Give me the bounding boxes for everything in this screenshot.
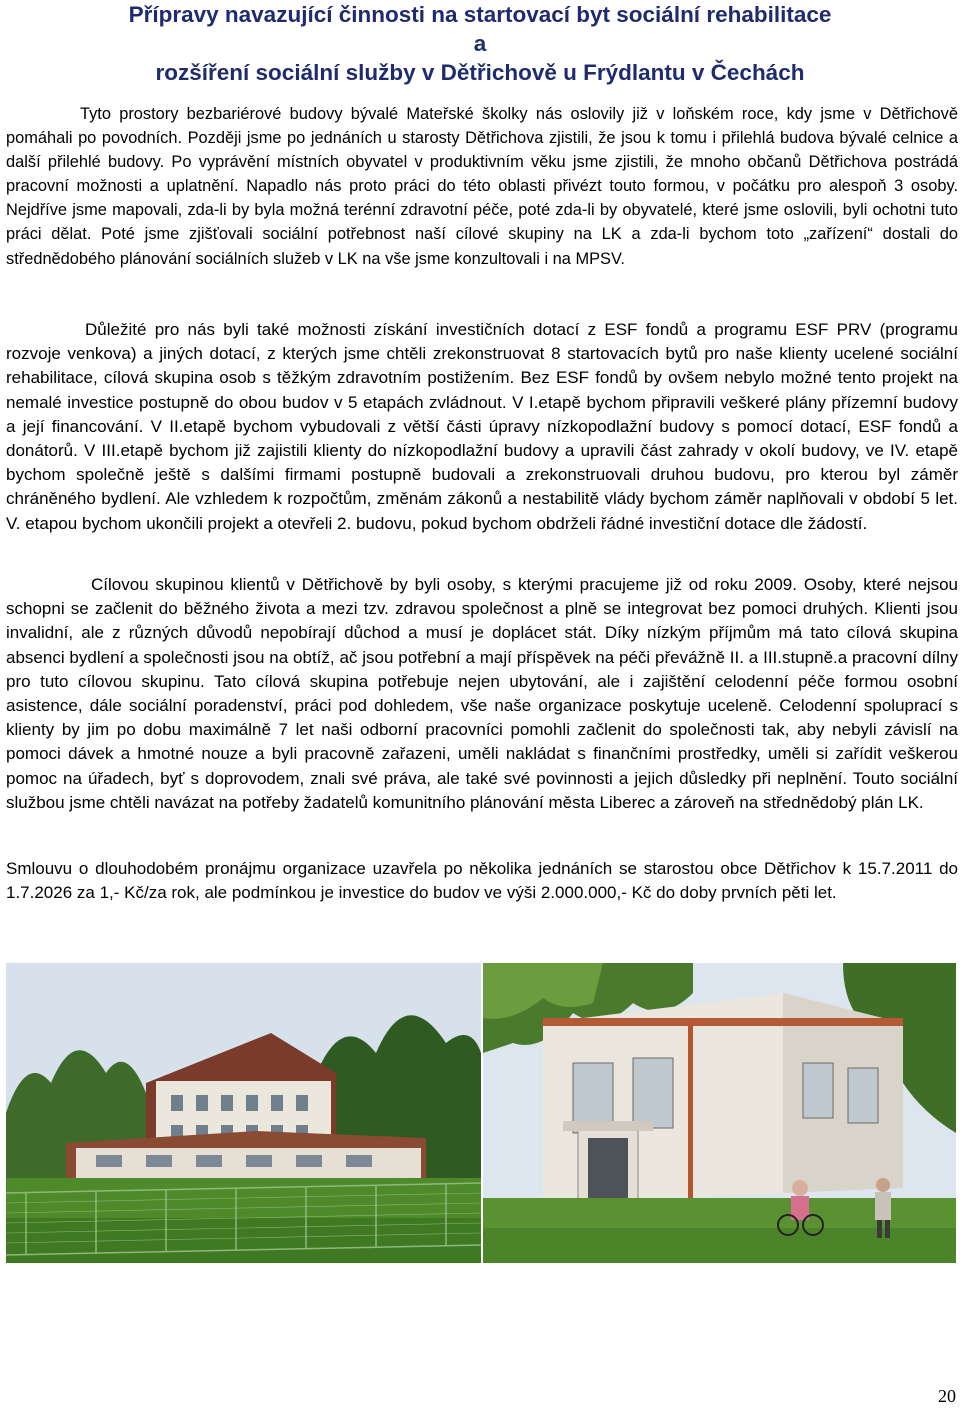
photo-building-entrance <box>483 963 956 1263</box>
page-number: 20 <box>938 1386 956 1406</box>
title-line-2: a <box>473 31 487 56</box>
title-line-1: Přípravy navazující činnosti na startovací byt sociální rehabilitace <box>128 2 832 27</box>
title-line-3: rozšíření sociální služby v Dětřichově u Frýdlantu v Čechách <box>155 60 805 85</box>
paragraph-intro <box>6 102 958 271</box>
photo-buildings-fence-image <box>6 963 481 1263</box>
paragraph-target-group <box>6 573 958 815</box>
paragraph-lease-text: Smlouvu o dlouhodobém pronájmu organizace uzavřela po několika jednáních se starostou obce Dětřichov k 15.7.2011 do 1.7.2026 za 1,- Kč/za rok, ale podmínkou je investice do budov ve výši 2.000.000,- Kč do doby prvních pěti let. <box>6 859 958 903</box>
page-title <box>0 0 960 87</box>
photo-buildings-fence <box>6 963 481 1263</box>
paragraph-lease <box>6 857 958 905</box>
paragraph-intro-text: Tyto prostory bezbariérové budovy bývalé Mateřské školky nás oslovily již v loňském roce, kdy jsme v Dětřichově pomáhali po povodních. Později jsme po jednáních u starosty Dětřichova zjistili, že jsou k tomu i přilehlá budova bývalé celnice a další přilehlé budovy. Po vyprávění místních obyvatel v produktivním věku jsme zjistili, že mnoho občanů Dětřichova postrádá pracovní možnosti a uplatnění. Napadlo nás proto práci do této oblasti přivézt touto formou, v počátku pro alespoň 3 osoby. Nejdříve jsme mapovali, zda-li by byla možná terénní zdravotní péče, poté zda-li by obyvatelé, které jsme oslovili, byli ochotni tuto práci dělat. Poté jsme zjišťovali sociální potřebnost naší cílové skupiny na LK a zda-li bychom toto „zařízení“ dostali do střednědobého plánování sociálních služeb v LK na vše jsme konzultovali i na MPSV. <box>6 105 958 268</box>
paragraph-target-group-text: Cílovou skupinou klientů v Dětřichově by byli osoby, s kterými pracujeme již od roku 2009. Osoby, které nejsou schopni se začlenit do běžného života a mezi tzv. zdravou společnost a plně se integrovat bez pomoci druhých. Klienti jsou invalidní, ale z různých důvodů nepobírají důchod a musí je doplácet stát. Díky nízkým příjmům má tato cílová skupina absenci bydlení a společnosti jsou na obtíž, ač jsou potřební a mají příspěvek na péči převážně II. a III.stupně.a pracovní dílny pro tuto cílovou skupinu. Tato cílová skupina potřebuje nejen ubytování, ale i zajištění celodenní péče formou osobní asistence, dále sociální poradenství, práci pod dohledem, vše naše organizace poskytuje uceleně. Celodenní spoluprací s klienty by jim po dobu maximálně 7 let naši odborní pracovníci pomohli začlenit do společnosti tak, aby nebyli závislí na pomoci dávek a hmotné nouze a byli pracovně zařazeni, uměli nakládat s finančními prostředky, uměli si zařídit veškerou pomoc na úřadech, byť s doprovodem, znali své práva, ale také své povinnosti a jejich důsledky při neplnění. Touto sociální službou jsme chtěli navázat na potřeby žadatelů komunitního plánování města Liberec a zároveň na střednědobý plán LK. <box>6 575 958 812</box>
paragraph-funding <box>6 318 958 536</box>
paragraph-funding-text: Důležité pro nás byli také možnosti získání investičních dotací z ESF fondů a programu ESF PRV (programu rozvoje venkova) a jiných dotací, z kterých jsme chtěli zrekonstruovat 8 startovacích bytů pro naše klienty ucelené sociální rehabilitace, cílová skupina osob s těžkým zdravotním postižením. Bez ESF fondů by ovšem nebylo možné tento projekt na nemalé investice postupně do obou budov v 5 etapách zvládnout. V I.etapě bychom připravili veškeré plány přízemní budovy a její financování. V II.etapě bychom vybudovali z větší části úpravy nízkopodlažní budovy s pomocí dotací, ESF fondů a donátorů. V III.etapě bychom již zajistili klienty do nízkopodlažní budovy a upravili část zahrady v okolí budovy, ve IV. etapě bychom společně ještě s dalšími firmami postupně budovali a zrekonstruovali druhou budovu, pro kterou byl záměr chráněného bydlení. Ale vzhledem k rozpočtům, změnám zákonů a nestabilitě vlády bychom záměr naplňovali v období 5 let. V. etapou bychom ukončili projekt a otevřeli 2. budovu, pokud bychom obdrželi řádné investiční dotace dle žádostí. <box>6 320 958 533</box>
photo-strip <box>6 963 956 1263</box>
photo-building-entrance-image <box>483 963 956 1263</box>
